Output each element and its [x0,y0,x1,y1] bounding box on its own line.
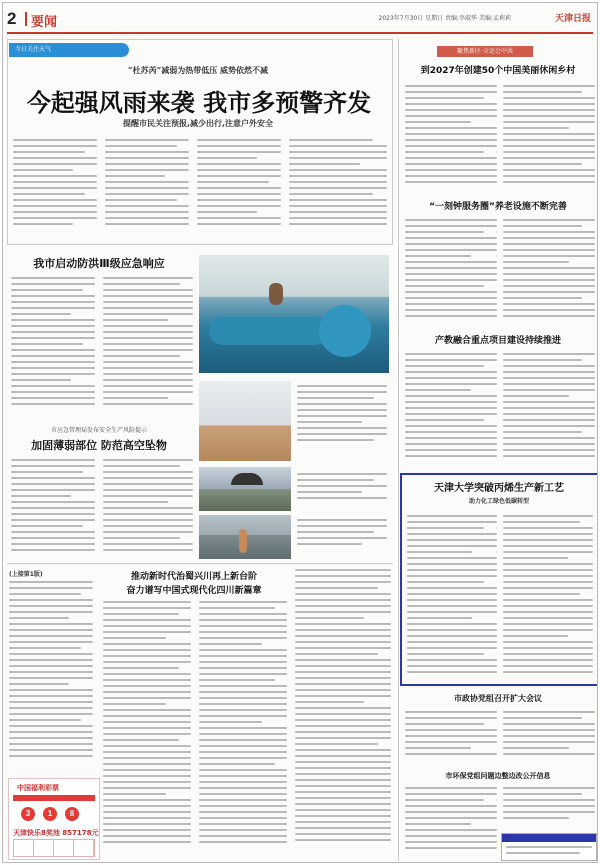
sichuan-col-3 [295,569,391,861]
safety-col-2 [103,459,193,559]
tju-col-2 [503,515,593,679]
sichuan-headline-1: 推动新时代治蜀兴川再上新台阶 [130,572,257,582]
lottery-ball-icon: 8 [65,807,79,821]
safety-headline: 加固薄弱部位 防范高空坠物 [31,439,167,452]
industry-headline: 产教融合重点项目建设持续推进 [434,336,561,346]
top-story-col-3 [197,139,281,239]
top-story-col-1 [13,139,97,239]
horizontal-divider [7,563,393,564]
worker-figure [269,283,283,305]
villages-col-2 [503,85,595,185]
weather-banner: 今日关注天气 [9,43,129,57]
top-story-col-4 [289,139,387,239]
tju-subhead: 助力化工绿色低碳转型 [468,498,529,505]
notice-box-header [502,834,596,842]
inspection-photo [199,381,291,461]
lottery-box [8,778,100,860]
cppcc-headline: 市政协党组召开扩大会议 [454,694,542,703]
sichuan-headline-2: 奋力谱写中国式现代化四川新篇章 [126,586,262,596]
date-line: 2023年7月30日 星期日 责编:李淑华 美编:孟莉莉 [378,15,511,22]
safety-kicker: 市应急管理局发布安全生产风险提示 [50,427,147,434]
tju-col-1 [407,515,497,679]
rain-umbrella-photo [199,467,291,511]
newspaper-page [2,2,598,863]
column-divider [398,39,399,861]
lottery-ball-icon: 3 [21,807,35,821]
page-header [3,3,597,33]
lottery-table [13,839,95,857]
section-label: 要闻 [31,15,58,30]
lottery-title: 中国福利彩票 [17,784,59,792]
villages-headline: 到2027年创建50个中国美丽休闲乡村 [420,66,576,76]
newspaper-logo: 天津日报 [554,14,591,24]
top-story-kicker: “杜苏芮”减弱为热带低压 威势依然不减 [128,65,268,75]
header-rule [7,32,593,34]
top-story-col-2 [105,139,189,239]
lower-col-1 [9,581,93,771]
elderly-headline: “一刻钟服务圈”养老设施不断完善 [429,202,567,212]
environment-col-1 [405,787,497,859]
villages-col-1 [405,85,497,185]
rain-caption [297,473,387,509]
sichuan-col-2 [199,601,287,861]
section-divider [25,12,27,26]
environment-headline: 市环保党组问题边整边改公开信息 [445,772,551,780]
notice-box-text [506,846,592,860]
notice-box [501,833,597,861]
elderly-col-2 [503,219,595,319]
inspection-caption [297,385,387,455]
page-number: 2 [7,9,17,28]
pump-station-photo [199,255,389,373]
cppcc-col-2 [503,711,595,763]
flood-col-2 [103,277,193,417]
right-column-tag: 聚焦新区·全运会中共 [437,46,533,57]
tju-headline: 天津大学突破丙烯生产新工艺 [434,483,564,494]
elderly-col-1 [405,219,497,319]
pump-pipe [209,317,329,345]
cppcc-col-1 [405,711,497,763]
flood-response-headline: 我市启动防洪Ⅲ级应急响应 [33,257,165,270]
environment-col-2 [503,787,595,827]
lottery-ball-icon: 1 [43,807,57,821]
pump-wheel [319,305,371,357]
street-photo [199,515,291,559]
industry-col-2 [503,353,595,465]
sichuan-col-1 [103,601,191,861]
top-story-headline: 今起强风雨来袭 我市多预警齐发 [26,89,372,117]
lottery-strip [13,795,95,801]
industry-col-1 [405,353,497,465]
umbrella-icon [231,473,263,485]
flood-col-1 [11,277,95,417]
pedestrian-figure [239,529,247,553]
lottery-prize: 天津快乐8奖池 857178元 [13,829,99,837]
safety-col-1 [11,459,95,559]
street-caption [297,519,387,555]
top-story-subhead: 提醒市民关注预报,减少出行,注意户外安全 [122,119,274,128]
continued-kicker: (上接第1版) [9,571,43,578]
